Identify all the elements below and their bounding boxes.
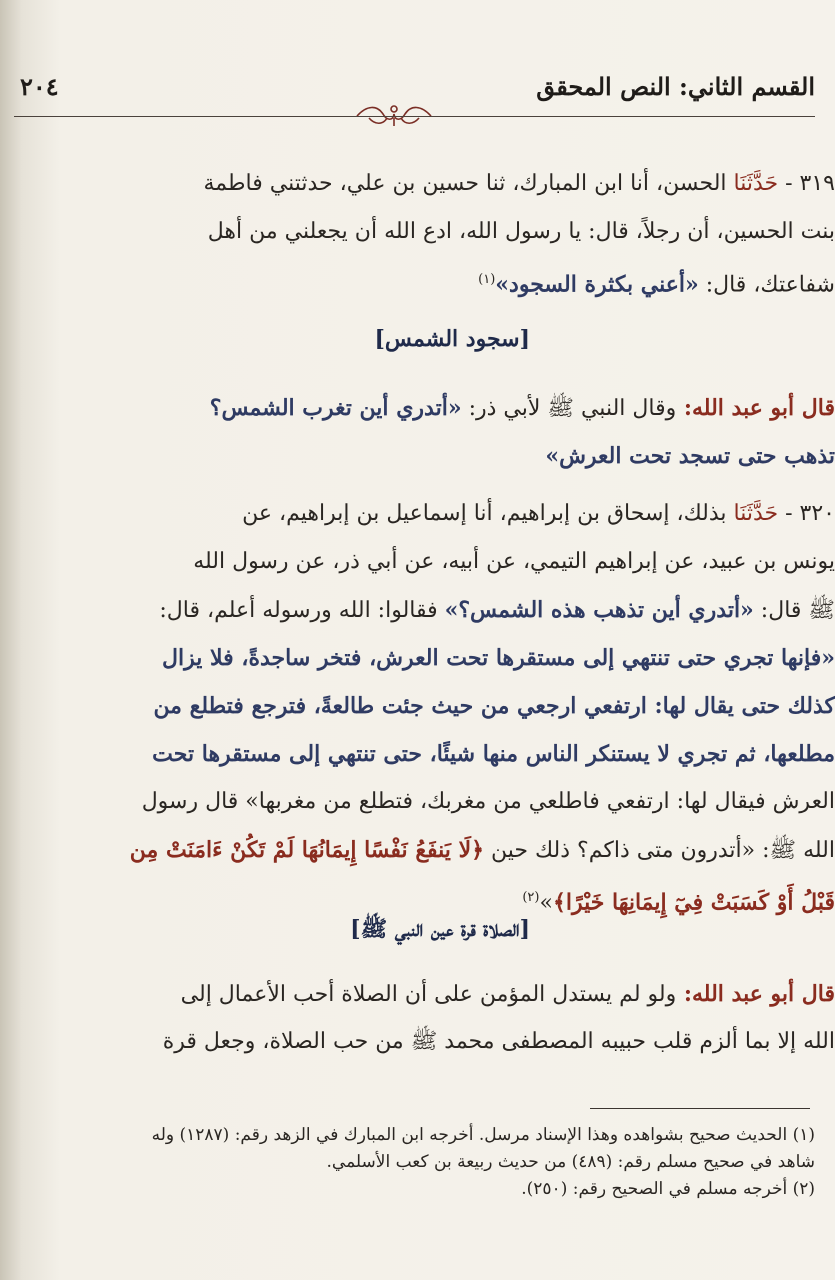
prophetic-quote: «أتدري أين تذهب هذه الشمس؟» (444, 597, 754, 623)
text-segment: ولو لم يستدل المؤمن على أن الصلاة أحب الأعمال إلى (180, 982, 677, 1007)
hadith-319-line-3 (30, 256, 835, 304)
footnote-separator (590, 1108, 810, 1109)
text-segment: شفاعتك، قال: (698, 272, 835, 298)
text-segment: » (539, 890, 553, 916)
footnote-marker: (١) (478, 272, 496, 287)
quran-verse: ﴿لَا يَنفَعُ نَفْسًا إِيمَانُهَا لَمْ تَكُنْ ءَامَنَتْ مِن (129, 837, 485, 863)
hadith-319-line-2: بنت الحسين، أن رجلاً، قال: يا رسول الله، ادع الله أن يجعلني من أهل (207, 219, 835, 244)
text-segment: فقالوا: الله ورسوله أعلم، قال: (159, 598, 445, 623)
hadith-number: ٣٢٠ - (778, 501, 835, 526)
isnad-text: بذلك، إسحاق بن إبراهيم، أنا إسماعيل بن إبراهيم، عن (242, 501, 734, 526)
statement-1-line-2: تذهب حتى تسجد تحت العرش» (545, 443, 835, 469)
abu-abdullah-statement-2 (30, 970, 835, 1066)
header-ornament-icon (349, 99, 439, 129)
hadith-320-line-1 (30, 490, 835, 538)
statement-2-line-2: الله إلا بما ألزم قلب حبيبه المصطفى محمد ﷺ من حب الصلاة، وجعل قرة (162, 1029, 835, 1054)
hadith-320-line-8 (30, 826, 835, 874)
abu-abdullah-statement-1 (30, 384, 835, 480)
isnad-text: الحسن، أنا ابن المبارك، ثنا حسين بن علي، حدثتني فاطمة (203, 171, 734, 196)
hadith-319-line-1 (30, 160, 835, 208)
hadith-320-line-3 (30, 586, 835, 634)
hadith-320-line-4: «فإنها تجري حتى تنتهي إلى مستقرها تحت العرش، فتخر ساجدةً، فلا يزال (162, 645, 835, 671)
header-rule (14, 116, 815, 117)
hadith-number: ٣١٩ - (778, 171, 835, 196)
page-header (14, 68, 815, 118)
speaker-label: قال أبو عبد الله: (676, 395, 835, 421)
hadith-320-line-7: العرش فيقال لها: ارتفعي فاطلعي من مغربك، فتطلع من مغربها» قال رسول (141, 789, 835, 814)
hadith-320-line-2: يونس بن عبيد، عن إبراهيم التيمي، عن أبيه، عن أبي ذر، عن رسول الله (193, 549, 835, 574)
hadith-319 (30, 160, 835, 304)
footnote-marker: (٢) (522, 890, 540, 905)
text-segment: وقال النبي ﷺ لأبي ذر: (461, 396, 677, 421)
quran-verse: قَبْلُ أَوْ كَسَبَتْ فِيٓ إِيمَانِهَا خَيْرًا﴾ (552, 889, 835, 916)
running-title: القسم الثاني: النص المحقق (536, 72, 815, 101)
footnote-2-line-1: (٢) أخرجه مسلم في الصحيح رقم: (٢٥٠). (521, 1179, 815, 1199)
hadith-320 (30, 490, 835, 922)
speaker-label: قال أبو عبد الله: (676, 981, 835, 1007)
haddathana-word: حَدَّثَنَا (733, 501, 779, 526)
hadith-320-line-5: كذلك حتى يقال لها: ارتفعي ارجعي من حيث جئت طالعةً، فترجع فتطلع من (153, 693, 835, 719)
section-heading-prayer: [الصلاة قرة عين النبي ﷺ] (350, 916, 530, 942)
footnote-1-line-1: (١) الحديث صحيح بشواهده وهذا الإسناد مرسل. أخرجه ابن المبارك في الزهد رقم: (١٢٨٧) وله (151, 1125, 815, 1145)
text-segment: الله ﷺ: «أتدرون متى ذاكم؟ ذلك حين (484, 838, 835, 863)
text-segment: ﷺ قال: (753, 598, 835, 623)
page-number: ٢٠٤ (20, 72, 59, 101)
section-heading-sun: [سجود الشمس] (374, 326, 530, 352)
statement-2-line-1 (30, 970, 835, 1018)
hadith-320-line-6: مطلعها، ثم تجري لا يستنكر الناس منها شيئًا، حتى تنتهي إلى مستقرها تحت (152, 741, 835, 767)
haddathana-word: حَدَّثَنَا (733, 171, 779, 196)
prophetic-quote: «أتدري أين تغرب الشمس؟ (209, 395, 462, 421)
footnotes (10, 1122, 815, 1203)
prophetic-quote: «أعني بكثرة السجود» (495, 271, 699, 298)
statement-1-line-1 (30, 384, 835, 432)
footnote-1-line-2: شاهد في صحيح مسلم رقم: (٤٨٩) من حديث ربيعة بن كعب الأسلمي. (326, 1152, 815, 1172)
